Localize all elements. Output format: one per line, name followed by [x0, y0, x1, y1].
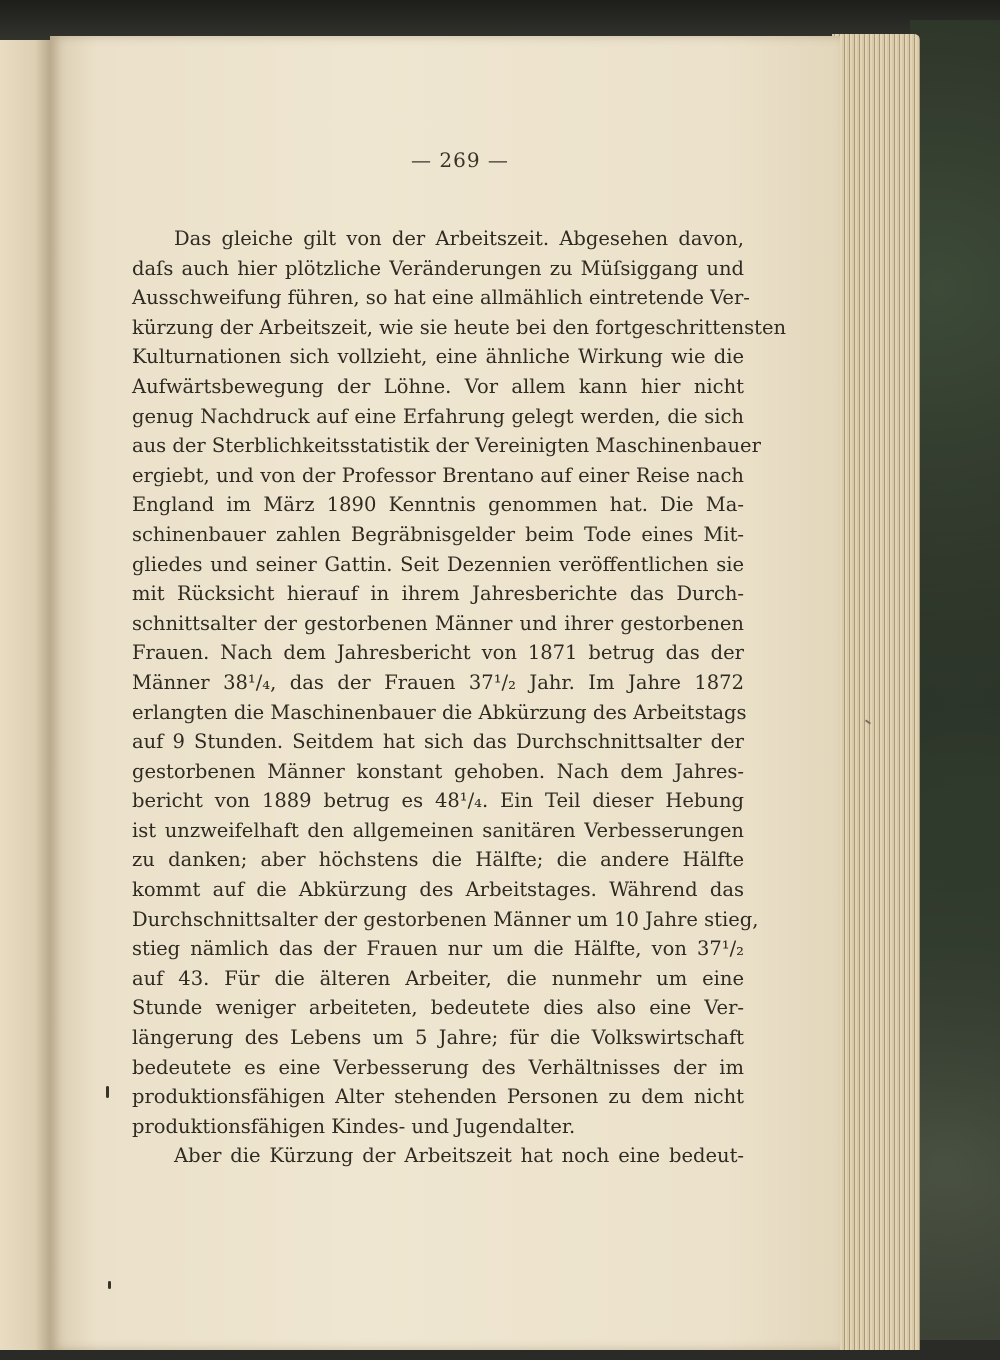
text-line: England im März 1890 Kenntnis genommen hat. Die Ma-: [132, 493, 744, 517]
text-line: Männer 38¹/₄, das der Frauen 37¹/₂ Jahr. Im Jahre 1872: [132, 670, 744, 694]
text-line: produktionsfähigen Kindes- und Jugendalter.: [132, 1114, 576, 1138]
text-line: Frauen. Nach dem Jahresbericht von 1871 betrug das der: [132, 641, 744, 665]
text-line: auf 9 Stunden. Seitdem hat sich das Durchschnittsalter der: [132, 730, 744, 754]
text-line: gliedes und seiner Gattin. Seit Dezennien veröffentlichen sie: [132, 552, 744, 576]
text-line: ist unzweifelhaft den allgemeinen sanitären Verbesserungen: [132, 818, 744, 842]
text-line: gestorbenen Männer konstant gehoben. Nach dem Jahres-: [132, 759, 744, 783]
ink-mark: [106, 1086, 109, 1098]
text-line: bericht von 1889 betrug es 48¹/₄. Ein Teil dieser Hebung: [132, 789, 744, 813]
page-edges: [832, 34, 920, 1350]
text-line: mit Rücksicht hierauf in ihrem Jahresberichte das Durch-: [132, 582, 744, 606]
text-line: aus der Sterblichkeitsstatistik der Vereinigten Maschinenbauer: [132, 434, 761, 458]
text-line: stieg nämlich das der Frauen nur um die Hälfte, von 37¹/₂: [132, 937, 744, 961]
text-line: schnittsalter der gestorbenen Männer und ihrer gestorbenen: [132, 611, 744, 635]
book-cover-right: [910, 20, 1000, 1360]
page-number: — 269 —: [411, 148, 509, 172]
text-line: ergiebt, und von der Professor Brentano auf einer Reise nach: [132, 463, 744, 487]
text-line: Aufwärtsbewegung der Löhne. Vor allem kann hier nicht: [132, 374, 744, 398]
text-line: Das gleiche gilt von der Arbeitszeit. Abgesehen davon,: [174, 227, 744, 250]
text-line: kommt auf die Abkürzung des Arbeitstages. Während das: [132, 878, 744, 902]
text-line: erlangten die Maschinenbauer die Abkürzung des Arbeitstags: [132, 700, 747, 724]
book-page: [50, 36, 840, 1350]
text-line: Durchschnittsalter der gestorbenen Männer um 10 Jahre stieg,: [132, 907, 759, 931]
text-line: genug Nachdruck auf eine Erfahrung gelegt werden, die sich: [132, 404, 744, 428]
facing-page-edge: [0, 40, 50, 1350]
text-line: Aber die Kürzung der Arbeitszeit hat noch eine bedeut-: [174, 1144, 744, 1168]
text-line: zu danken; aber höchstens die Hälfte; die andere Hälfte: [132, 848, 744, 872]
text-line: bedeutete es eine Verbesserung des Verhältnisses der im: [132, 1055, 744, 1079]
text-line: produktionsfähigen Alter stehenden Personen zu dem nicht: [132, 1085, 744, 1109]
text-line: schinenbauer zahlen Begräbnisgelder beim Tode eines Mit-: [132, 522, 744, 546]
ink-mark: [108, 1281, 111, 1289]
text-line: Kulturnationen sich vollzieht, eine ähnliche Wirkung wie die: [132, 345, 744, 369]
text-line: längerung des Lebens um 5 Jahre; für die Volkswirtschaft: [132, 1026, 744, 1050]
text-line: Stunde weniger arbeiteten, bedeutete dies also eine Ver-: [132, 996, 744, 1020]
text-line: Ausschweifung führen, so hat eine allmählich eintretende Ver-: [132, 286, 750, 310]
text-line: daſs auch hier plötzliche Veränderungen zu Müſsiggang und: [132, 256, 744, 280]
text-line: kürzung der Arbeitszeit, wie sie heute bei den fortgeschrittensten: [132, 315, 787, 339]
body-text: [132, 224, 787, 1171]
text-line: auf 43. Für die älteren Arbeiter, die nunmehr um eine: [132, 966, 744, 990]
